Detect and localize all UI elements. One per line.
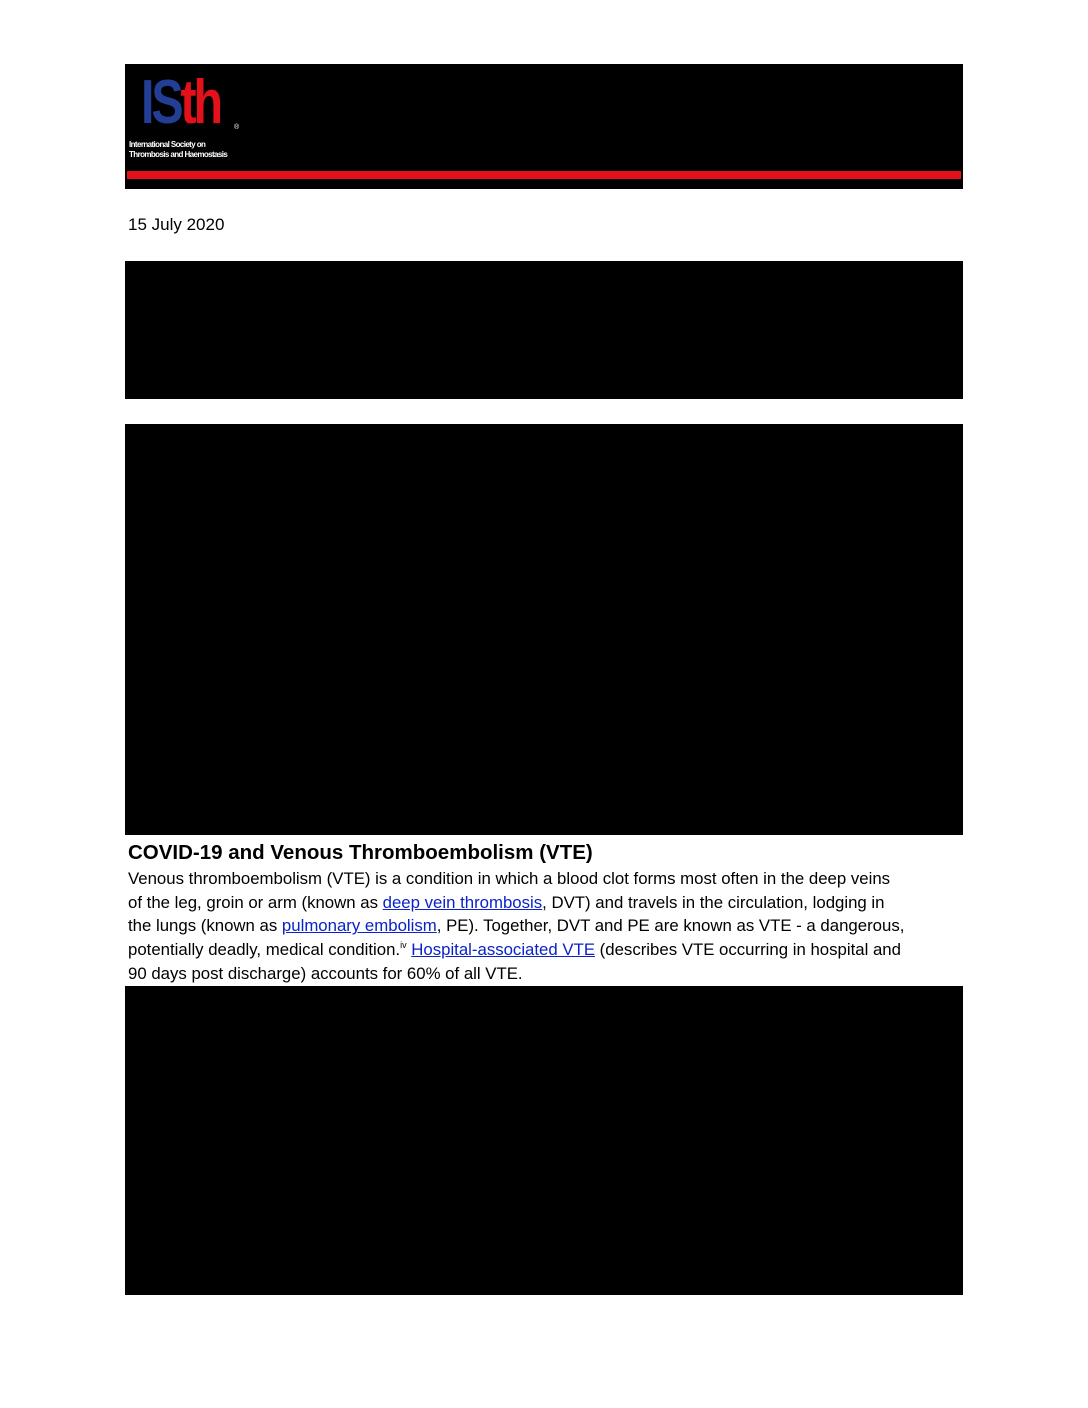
deep-vein-thrombosis-link[interactable]: deep vein thrombosis xyxy=(382,892,543,912)
paragraph-line-2: of the leg, groin or arm (known as deep vein thrombosis, DVT) and travels in the circulation, lodging in xyxy=(128,892,885,912)
paragraph-line-5: 90 days post discharge) accounts for 60% of all VTE. xyxy=(128,963,523,983)
logo-wordmark xyxy=(141,70,220,136)
header-banner xyxy=(125,64,963,189)
header-accent-line xyxy=(127,171,961,179)
footnote-marker: iv xyxy=(400,940,407,951)
paragraph-line-4: potentially deadly, medical condition.$^{iv}$ Hospital-associated VTE (describes VTE occurring in hospital and xyxy=(128,940,901,960)
redacted-block-3 xyxy=(125,986,963,1295)
logo-word-th: th xyxy=(180,68,220,137)
paragraph-line-1: Venous thromboembolism (VTE) is a condition in which a blood clot forms most often in the deep veins xyxy=(128,869,891,888)
logo-registered-mark: ® xyxy=(234,124,240,131)
section-title: COVID-19 and Venous Thromboembolism (VTE) xyxy=(128,841,593,864)
hospital-associated-vte-link[interactable]: Hospital-associated VTE xyxy=(411,940,596,960)
redacted-block-1 xyxy=(125,261,963,399)
isth-logo xyxy=(129,66,254,166)
redacted-block-2 xyxy=(125,424,963,835)
logo-caption xyxy=(129,140,259,160)
document-date: 15 July 2020 xyxy=(128,215,225,234)
pulmonary-embolism-link[interactable]: pulmonary embolism xyxy=(281,916,437,936)
logo-word-is: IS xyxy=(141,68,181,137)
logo-caption-line-1: International Society on xyxy=(129,140,206,149)
paragraph-line-3: the lungs (known as pulmonary embolism, PE). Together, DVT and PE are known as VTE - a dangerous, xyxy=(128,916,905,936)
section-paragraph xyxy=(128,867,958,986)
logo-caption-line-2: Thrombosis and Haemostasis xyxy=(129,150,228,159)
